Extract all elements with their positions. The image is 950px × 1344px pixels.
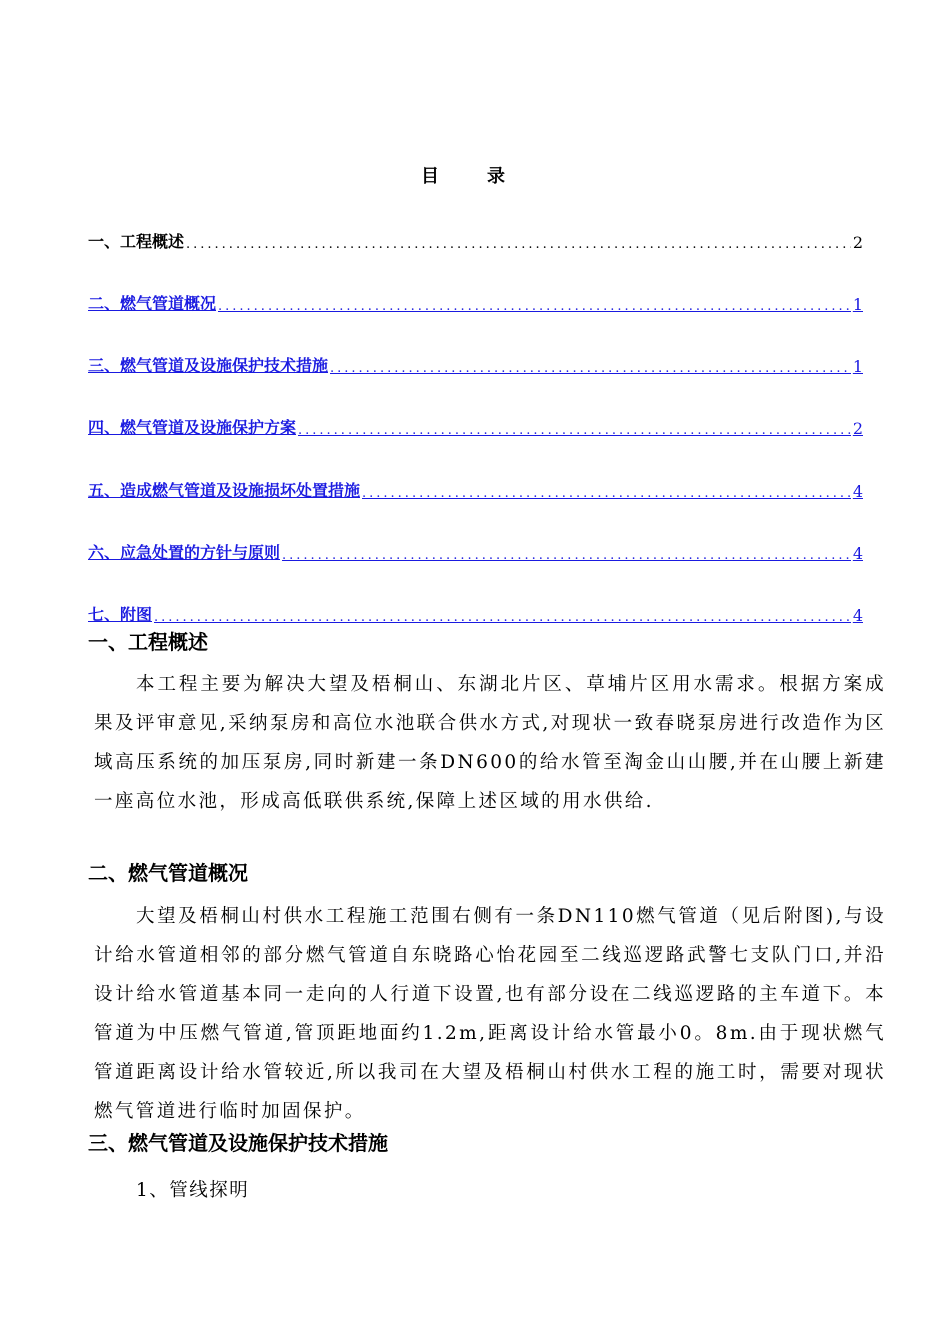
toc-leader-dots xyxy=(362,487,851,501)
toc-leader-dots xyxy=(218,300,851,314)
toc-entry-6[interactable] xyxy=(88,541,863,563)
toc-entry-label: 三、燃气管道及设施保护技术措施 xyxy=(88,356,329,375)
toc-entry-label: 二、燃气管道概况 xyxy=(88,294,217,313)
toc-page-number: 2 xyxy=(852,419,863,438)
toc-entry-label: 一、工程概述 xyxy=(88,232,185,251)
toc-entry-label: 七、附图 xyxy=(88,605,153,624)
toc-entry-7[interactable] xyxy=(88,603,863,625)
toc-entry-2[interactable] xyxy=(88,292,863,314)
toc-page-number: 4 xyxy=(852,606,863,625)
toc-entry-label: 五、造成燃气管道及设施损坏处置措施 xyxy=(88,481,361,500)
toc-entry-5[interactable] xyxy=(88,479,863,501)
toc-title: 目录 xyxy=(421,166,553,187)
toc-page-number: 1 xyxy=(852,295,863,314)
toc-leader-dots xyxy=(282,549,851,563)
toc-page-number: 4 xyxy=(852,482,863,501)
toc-leader-dots xyxy=(186,238,851,252)
toc-entry-label: 四、燃气管道及设施保护方案 xyxy=(88,418,297,437)
section-body-gas-pipeline: 大望及梧桐山村供水工程施工范围右侧有一条DN110燃气管道（见后附图),与设计给水管道相邻的部分燃气管道自东晓路心怡花园至二线巡逻路武警七支队门口,并沿设计给水管道基本同一走向的人行道下设置,也有部分设在二线巡逻路的主车道下。本管道为中压燃气管道,管顶距地面约1.2m,距离设计给水管最小0。8m.由于现状燃气管道距离设计给水管较近,所以我司在大望及梧桐山村供水工程的施工时，需要对现状燃气管道进行临时加固保护。 xyxy=(94,906,886,1122)
toc-page-number: 4 xyxy=(852,544,863,563)
section-body-overview: 本工程主要为解决大望及梧桐山、东湖北片区、草埔片区用水需求。根据方案成果及评审意见,采纳泵房和高位水池联合供水方式,对现状一致春晓泵房进行改造作为区域高压系统的加压泵房,同时新建一条DN600的给水管至淘金山山腰,并在山腰上新建一座高位水池，形成高低联供系统,保障上述区域的用水供给. xyxy=(94,674,886,812)
toc-page-number: 2 xyxy=(852,233,863,252)
toc-entry-1[interactable] xyxy=(88,230,863,252)
toc-leader-dots xyxy=(330,362,851,376)
toc-leader-dots xyxy=(298,424,851,438)
toc-leader-dots xyxy=(154,611,851,625)
section-heading-overview: 一、工程概述 xyxy=(88,630,208,654)
toc-page-number: 1 xyxy=(852,357,863,376)
subsection-pipeline-detection: 1、管线探明 xyxy=(136,1180,250,1201)
toc-entry-label: 六、应急处置的方针与原则 xyxy=(88,543,281,562)
toc-entry-3[interactable] xyxy=(88,354,863,376)
toc-entry-4[interactable] xyxy=(88,416,863,438)
section-heading-gas-pipeline: 二、燃气管道概况 xyxy=(88,861,248,885)
section-heading-protection-measures: 三、燃气管道及设施保护技术措施 xyxy=(88,1131,388,1155)
